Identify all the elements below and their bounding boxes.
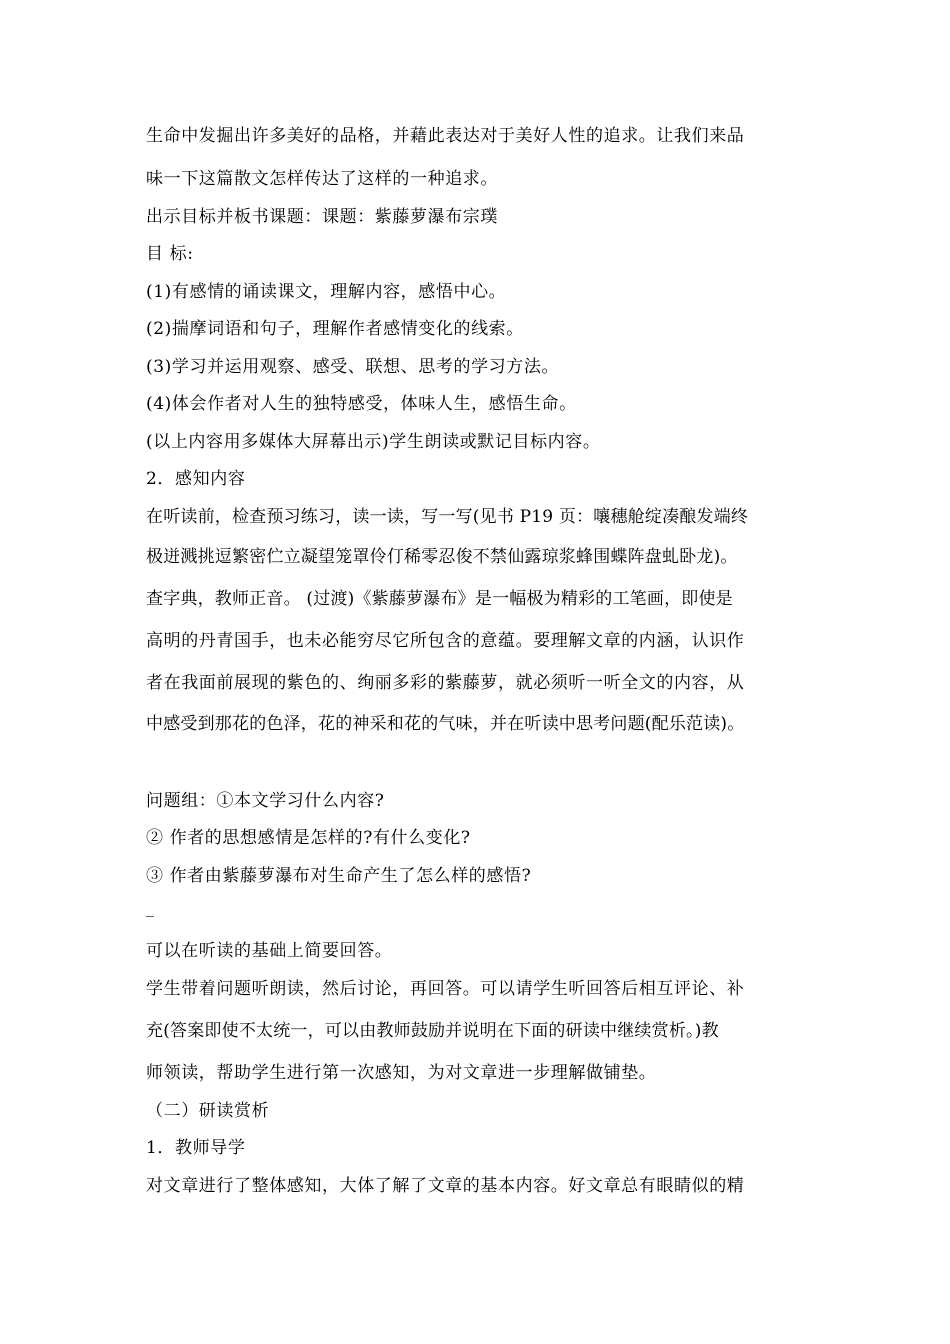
text-line: (1)有感情的诵读课文，理解内容，感悟中心。 [146,282,507,302]
underscore-mark: _ [146,898,154,917]
text-line: 者在我面前展现的紫色的、绚丽多彩的紫藤萝，就必须听一听全文的内容，从 [146,673,745,693]
text-line: 生命中发掘出许多美好的品格，并藉此表达对于美好人性的追求。让我们来品 [146,126,745,146]
text-line: 师领读，帮助学生进行第一次感知，为对文章进一步理解做铺垫。 [146,1063,657,1083]
text-line: ③ 作者由紫藤萝瀑布对生命产生了怎么样的感悟? [146,866,532,886]
text-line: 目 标: [146,244,194,264]
text-line: 对文章进行了整体感知，大体了解了文章的基本内容。好文章总有眼睛似的精 [146,1176,745,1196]
text-line: ② 作者的思想感情是怎样的?有什么变化? [146,828,471,848]
text-line: 查字典，教师正音。 (过渡)《紫藤萝瀑布》是一幅极为精彩的工笔画，即使是 [146,589,733,609]
text-line: 可以在听读的基础上简要回答。 [146,941,393,961]
text-line: 学生带着问题听朗读，然后讨论，再回答。可以请学生听回答后相互评论、补 [146,979,745,999]
text-line: (以上内容用多媒体大屏幕出示)学生朗读或默记目标内容。 [146,432,601,452]
text-line: 在听读前，检查预习练习，读一读，写一写(见书 P19 页：嚷穗舱绽凑酿发端终 [146,507,749,527]
section-heading: 2．感知内容 [146,469,246,489]
text-line: 高明的丹青国手，也未必能穷尽它所包含的意蕴。要理解文章的内涵，认识作 [146,631,745,651]
text-line: 出示目标并板书课题：课题：紫藤萝瀑布宗璞 [146,207,498,227]
text-line: 味一下这篇散文怎样传达了这样的一种追求。 [146,169,498,189]
text-line: 问题组：①本文学习什么内容? [146,791,385,811]
text-line: 充(答案即使不太统一，可以由教师鼓励并说明在下面的研读中继续赏析。)教 [146,1021,719,1041]
text-line: 极迸溅挑逗繁密伫立凝望笼罩伶仃稀零忍俊不禁仙露琼浆蜂围蝶阵盘虬卧龙)。 [146,547,738,567]
text-line: (3)学习并运用观察、感受、联想、思考的学习方法。 [146,357,560,377]
text-line: (4)体会作者对人生的独特感受，体味人生，感悟生命。 [146,394,577,414]
text-line: (2)揣摩词语和句子，理解作者感情变化的线索。 [146,319,524,339]
section-heading: （二）研读赏析 [146,1101,270,1121]
section-heading: 1．教师导学 [146,1138,246,1158]
text-line: 中感受到那花的色泽，花的神采和花的气味，并在听读中思考问题(配乐范读)。 [146,714,745,734]
